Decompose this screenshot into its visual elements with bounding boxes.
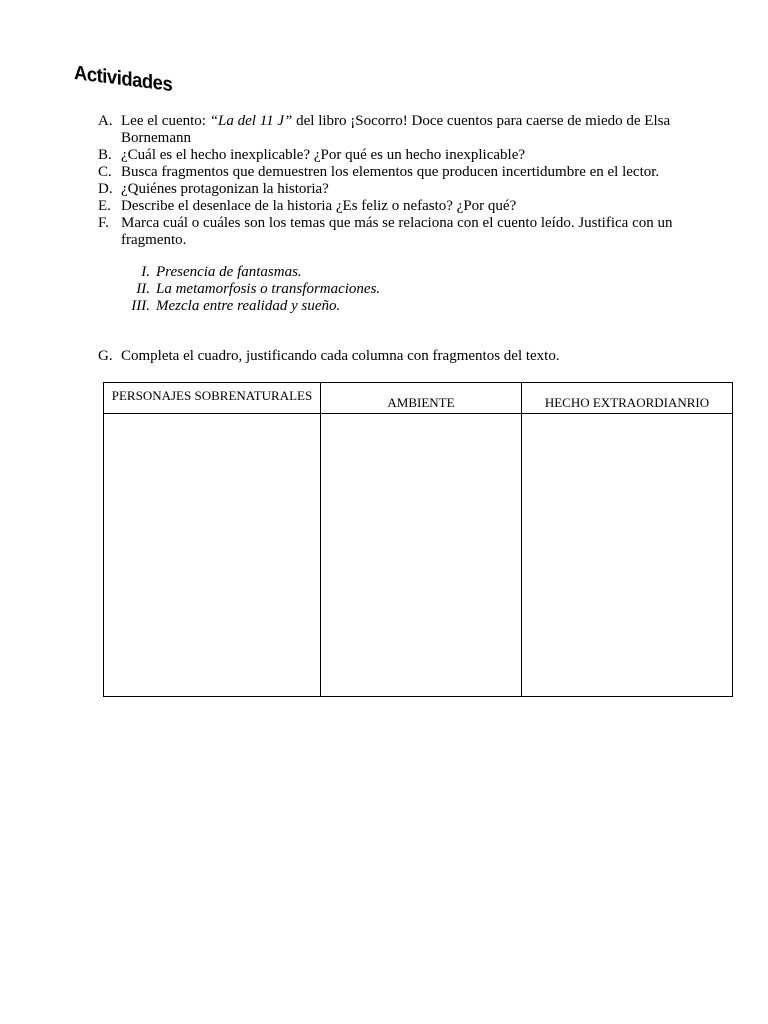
activity-text: Describe el desenlace de la historia ¿Es feliz o nefasto? ¿Por qué? — [121, 198, 517, 214]
activity-c — [95, 164, 705, 181]
activity-g — [98, 348, 560, 365]
activity-marker: D. — [98, 181, 113, 197]
answer-cell-hecho[interactable] — [522, 414, 733, 697]
activity-marker: G. — [98, 348, 113, 364]
theme-marker: II. — [136, 281, 150, 297]
story-title: “La del 11 J” — [209, 113, 293, 129]
activities-list — [95, 113, 705, 249]
theme-item — [120, 281, 380, 298]
activity-text-pre: Lee el cuento: — [121, 113, 210, 129]
header-ambiente — [321, 383, 522, 414]
activity-e — [95, 198, 705, 215]
activity-text-post: del libro ¡Socorro! Doce cuentos para caerse de miedo de Elsa Bornemann — [121, 113, 671, 146]
activity-marker: C. — [98, 164, 112, 180]
header-label: PERSONAJES SOBRENATURALES — [111, 388, 313, 403]
answer-table — [103, 382, 733, 697]
theme-text: La metamorfosis o transformaciones. — [156, 281, 381, 297]
header-hecho — [522, 383, 733, 414]
activity-marker: F. — [98, 215, 109, 231]
header-label: HECHO EXTRAORDIANRIO — [544, 395, 710, 410]
activity-marker: B. — [98, 147, 112, 163]
activity-text: ¿Quiénes protagonizan la historia? — [121, 181, 329, 197]
activity-f — [95, 215, 705, 249]
activity-a — [95, 113, 705, 147]
page-title — [74, 62, 175, 114]
activity-text: Completa el cuadro, justificando cada columna con fragmentos del texto. — [121, 348, 560, 364]
theme-item — [120, 298, 380, 315]
activity-text: Marca cuál o cuáles son los temas que más se relaciona con el cuento leído. Justifica con un fragmento. — [121, 215, 673, 248]
theme-marker: I. — [141, 264, 150, 280]
activity-b — [95, 147, 705, 164]
activity-text: Busca fragmentos que demuestren los elementos que producen incertidumbre en el lector. — [121, 164, 660, 180]
activity-marker: A. — [98, 113, 113, 129]
header-label: AMBIENTE — [387, 395, 455, 410]
theme-marker: III. — [131, 298, 150, 314]
page-title-text: Actividades — [74, 62, 173, 97]
theme-text: Mezcla entre realidad y sueño. — [156, 298, 341, 314]
table-header-row — [104, 383, 733, 414]
answer-cell-personajes[interactable] — [104, 414, 321, 697]
table-row — [104, 414, 733, 697]
theme-text: Presencia de fantasmas. — [156, 264, 302, 280]
answer-cell-ambiente[interactable] — [321, 414, 522, 697]
activity-marker: E. — [98, 198, 111, 214]
theme-item — [120, 264, 380, 281]
header-personajes — [104, 383, 321, 414]
activity-d — [95, 181, 705, 198]
activity-text: ¿Cuál es el hecho inexplicable? ¿Por qué es un hecho inexplicable? — [121, 147, 526, 163]
themes-list — [120, 264, 380, 315]
